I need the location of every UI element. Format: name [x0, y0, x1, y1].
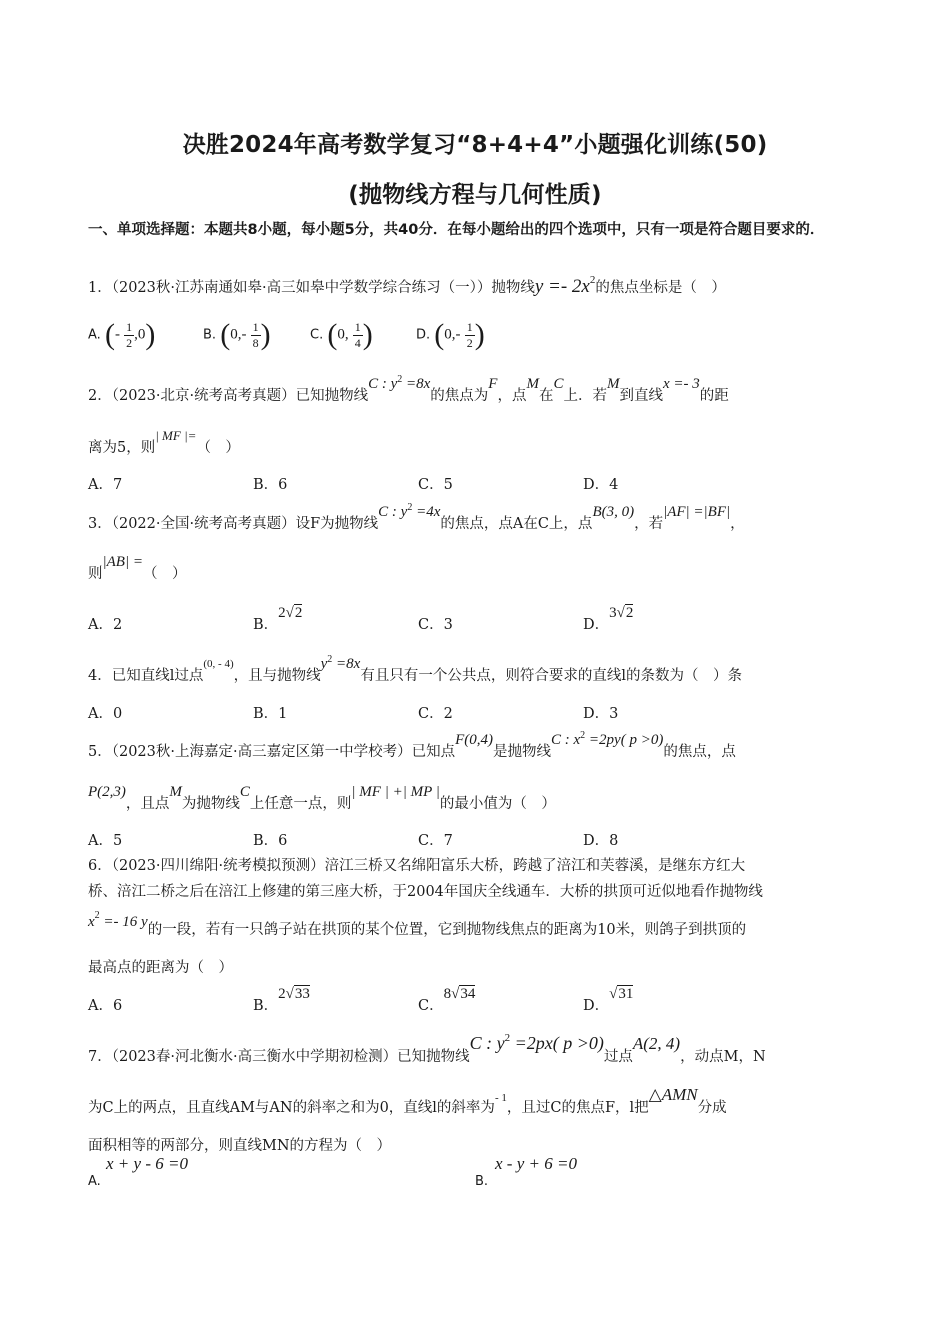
q7-option-b[interactable]: x - y + 6 =0 B. — [475, 1154, 577, 1189]
q7-option-a[interactable]: x + y - 6 =0 A. — [88, 1154, 188, 1189]
question-2-line-2: 离为5，则| MF |=（ ） — [88, 428, 240, 456]
question-7-line-2: 为C上的两点，且直线AM与AN的斜率之和为0，直线l的斜率为$^{- 1}$，且过C的焦点F，l把△AMN分成 — [88, 1085, 727, 1116]
q5-option-c[interactable]: C．7 — [418, 833, 453, 849]
question-3-line-2: 则|AB| =（ ） — [88, 554, 187, 582]
q3-option-a[interactable]: A．2 — [88, 617, 123, 633]
q3-option-c[interactable]: C．3 — [418, 617, 453, 633]
q4-option-c[interactable]: C．2 — [418, 706, 453, 722]
question-7-line-3: 面积相等的两部分，则直线MN的方程为（ ） — [88, 1138, 392, 1154]
question-5-line-1: 5．（2023秋·上海嘉定·高三嘉定区第一中学校考）已知点F(0,4)是抛物线C : $x^2 =2py$( p >0)的焦点，点 — [88, 730, 736, 760]
q1-option-a[interactable]: A. (- $\frac{1}{2}$ ,0) — [88, 318, 156, 351]
q1-option-d[interactable]: D. (0,- $\frac{1}{2}$ ) — [416, 318, 485, 351]
question-6-line-4: 最高点的距离为（ ） — [88, 960, 233, 976]
title-line-2: (抛物线方程与几何性质) — [348, 182, 602, 208]
title-line-1: 决胜2024年高考数学复习“8+4+4”小题强化训练(50) — [182, 132, 768, 158]
question-6-line-1: 6．（2023·四川绵阳·统考模拟预测）涪江三桥又名绵阳富乐大桥，跨越了涪江和芙蓉溪，是继东方红大 — [88, 858, 746, 874]
q3-option-b[interactable]: B．2√2 — [253, 605, 303, 633]
q3-option-d[interactable]: D．3√2 — [583, 605, 634, 633]
question-4: 4．已知直线l过点$^{(0, - 4)}$，且与抛物线$y^2 =8x$有且只有一个公共点，则符合要求的直线l的条数为（ ）条 — [88, 654, 742, 684]
q5-option-d[interactable]: D．8 — [583, 833, 619, 849]
q6-option-c[interactable]: C．8√34 — [418, 986, 476, 1014]
q2-option-b[interactable]: B．6 — [253, 477, 288, 493]
question-5-line-2: P(2,3)，且点M为抛物线C上任意一点，则| MF | +| MP |的最小值为（ ） — [88, 784, 556, 812]
q6-option-b[interactable]: B．2√33 — [253, 986, 310, 1014]
question-2-line-1: 2．（2023·北京·统考高考真题）已知抛物线C : $y^2 =8x$的焦点为F，点M在C上．若M到直线x =- 3的距 — [88, 374, 729, 404]
question-1: 1．（2023秋·江苏南通如皋·高三如皋中学数学综合练习（一））抛物线$y =- 2x^2$的焦点坐标是（ ） — [88, 274, 726, 297]
question-6-line-2: 桥、涪江二桥之后在涪江上修建的第三座大桥，于2004年国庆全线通车．大桥的拱顶可近似地看作抛物线 — [88, 884, 763, 900]
q1-option-b[interactable]: B. (0,- $\frac{1}{8}$ ) — [203, 318, 271, 351]
q6-option-a[interactable]: A．6 — [88, 998, 123, 1014]
q2-option-c[interactable]: C．5 — [418, 477, 453, 493]
q4-option-d[interactable]: D．3 — [583, 706, 619, 722]
q6-option-d[interactable]: D．√31 — [583, 986, 634, 1014]
q1-formula: y =- 2x — [534, 276, 590, 297]
q4-option-b[interactable]: B．1 — [253, 706, 288, 722]
q1-option-c[interactable]: C. (0, $\frac{1}{4}$ ) — [310, 318, 373, 351]
q2-option-d[interactable]: D．4 — [583, 477, 619, 493]
question-7-line-1: 7．（2023春·河北衡水·高三衡水中学期初检测）已知抛物线C : $y^2 =2px$( p >0)过点A(2, 4)，动点M，N — [88, 1032, 766, 1065]
question-3-line-1: 3．（2022·全国·统考高考真题）设F为抛物线C : $y^2 =4x$的焦点，点A在C上，点B(3, 0)，若|AF| =|BF|， — [88, 502, 745, 532]
q5-option-a[interactable]: A．5 — [88, 833, 123, 849]
question-6-line-3: $x^2 =- 16$ y的一段，若有一只鸽子站在拱顶的某个位置，它到抛物线焦点的距离为10米，则鸽子到拱顶的 — [88, 910, 747, 938]
q5-option-b[interactable]: B．6 — [253, 833, 288, 849]
q2-option-a[interactable]: A．7 — [88, 477, 123, 493]
section-heading: 一、单项选择题：本题共8小题，每小题5分，共40分．在每小题给出的四个选项中，只有一项是符合题目要求的． — [88, 222, 825, 238]
q4-option-a[interactable]: A．0 — [88, 706, 123, 722]
